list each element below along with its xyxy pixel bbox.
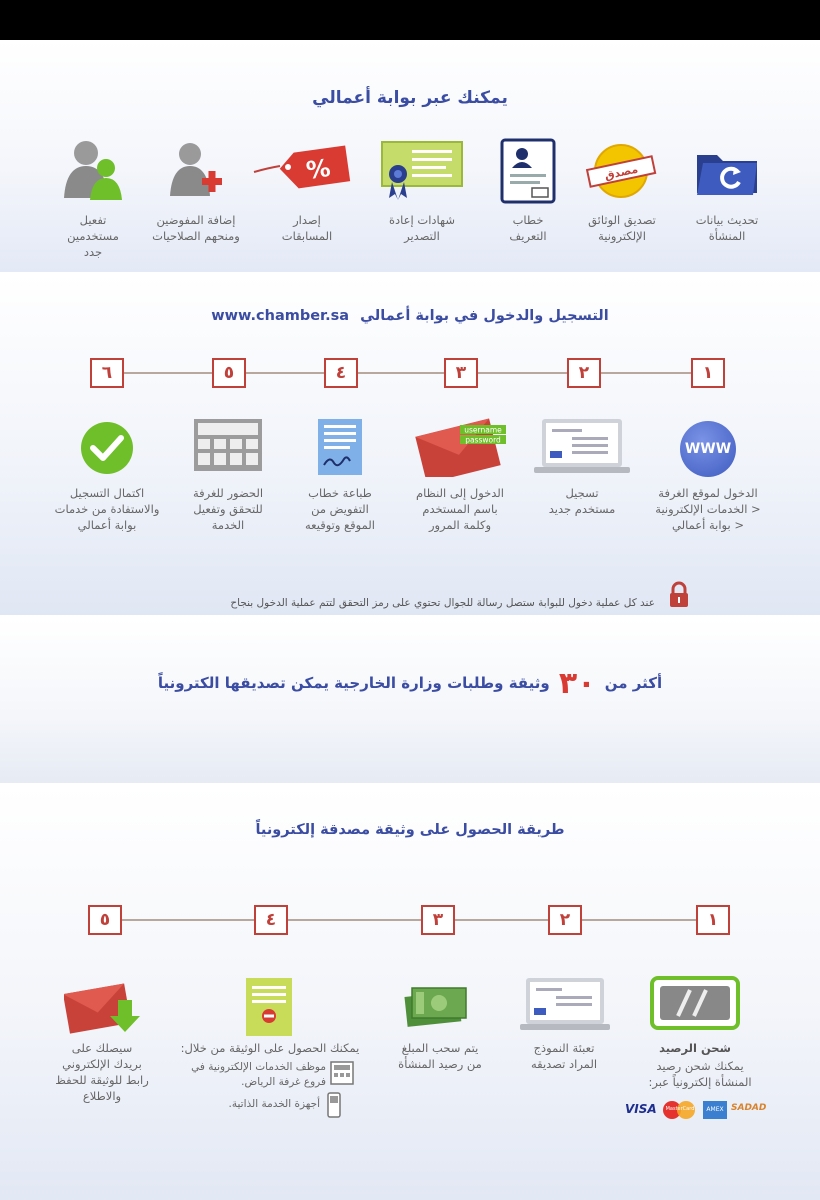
documents-count-section xyxy=(0,618,820,783)
tag-text: % xyxy=(304,153,333,185)
reg-label-login: الدخول إلى النظام باسم المستخدم وكلمة المرور xyxy=(416,486,504,532)
steps-line xyxy=(120,372,700,374)
step-1: ١ xyxy=(691,358,725,388)
check-circle-icon xyxy=(80,421,134,475)
services-title: يمكنك عبر بوابة أعمالي xyxy=(312,88,508,108)
sadad-logo: SADAD xyxy=(731,1103,767,1113)
attestation-steps-section xyxy=(0,786,820,1200)
signed-document-icon xyxy=(316,417,366,479)
building-icon xyxy=(192,417,264,473)
certificate-icon xyxy=(380,140,464,200)
registration-section xyxy=(0,275,820,615)
reg-label-complete: اكتمال التسجيل والاستفادة من خدمات بوابة أعمالي xyxy=(54,486,160,532)
count-prefix: أكثر من xyxy=(604,674,663,692)
service-label-update: تحديث بيانات المنشأة xyxy=(695,213,759,243)
reg-label-newuser: تسجيل مستخدم جديد xyxy=(548,486,616,516)
laptop-form-icon xyxy=(518,976,612,1032)
step-6: ٦ xyxy=(90,358,124,388)
step-4: ٤ xyxy=(324,358,358,388)
service-counter-icon xyxy=(330,1061,354,1085)
portal-services-section xyxy=(0,40,820,272)
service-label-letter: خطاب التعريف xyxy=(509,213,547,243)
portal-url[interactable]: www.chamber.sa xyxy=(211,308,350,324)
attestation-steps-line xyxy=(120,919,700,921)
attest-option-kiosk: أجهزة الخدمة الذاتية. xyxy=(228,1098,320,1110)
kiosk-icon xyxy=(326,1092,342,1118)
stamp-text: مصدق xyxy=(603,162,640,183)
attest-label-obtain: يمكنك الحصول على الوثيقة من خلال: xyxy=(180,1041,360,1055)
reg-label-print: طباعة خطاب التفويض من الموقع وتوقيعه xyxy=(305,486,375,532)
laptop-icon xyxy=(532,417,632,475)
service-label-contests: إصدار المسابقات xyxy=(281,213,333,243)
attest-step-4: ٤ xyxy=(254,905,288,935)
registration-heading: التسجيل والدخول في بوابة أعمالي xyxy=(360,308,609,324)
attest-step-5: ٥ xyxy=(88,905,122,935)
step-5: ٥ xyxy=(212,358,246,388)
envelope-credentials-icon xyxy=(414,415,510,477)
attest-label-charge: شحن الرصيد xyxy=(659,1041,731,1055)
attest-sub-charge: يمكنك شحن رصيد المنشأة إلكترونياً عبر: xyxy=(648,1059,752,1089)
attest-step-1: ١ xyxy=(696,905,730,935)
attest-option-employee: موظف الخدمات الإلكترونية في فروع غرفة الرياض. xyxy=(191,1061,326,1088)
step-2: ٢ xyxy=(567,358,601,388)
www-globe-icon: WWW xyxy=(680,421,736,477)
card-reader-icon xyxy=(650,976,740,1032)
brochure-page xyxy=(0,40,820,1200)
payment-methods xyxy=(625,1100,765,1122)
attest-label-email: سيصلك على بريدك الإلكتروني رابط للوثيقة للحفظ والاطلاع xyxy=(55,1041,149,1103)
registration-title xyxy=(0,308,820,324)
stamped-document-icon xyxy=(244,976,294,1038)
mastercard-logo: MasterCard xyxy=(663,1100,697,1120)
amex-logo: AMEX xyxy=(703,1101,727,1119)
service-label-reexport: شهادات إعادة التصدير xyxy=(389,213,455,243)
reg-label-site: الدخول لموقع الغرفة < الخدمات الإلكترونية < بوابة أعمالي xyxy=(655,486,761,532)
add-user-icon xyxy=(168,140,222,202)
attest-step-3: ٣ xyxy=(421,905,455,935)
attest-label-deduct: يتم سحب المبلغ من رصيد المنشأة xyxy=(398,1041,482,1071)
service-label-delegates: إضافة المفوضين ومنحهم الصلاحيات xyxy=(152,213,240,243)
service-label-activate: تفعيل مستخدمين جدد xyxy=(67,213,119,259)
lock-icon xyxy=(668,581,690,609)
documents-count-text xyxy=(0,666,820,701)
password-text: password xyxy=(465,435,501,445)
folder-refresh-icon xyxy=(693,145,761,197)
count-number: ٣٠ xyxy=(558,666,596,701)
step-3: ٣ xyxy=(444,358,478,388)
users-icon xyxy=(62,138,128,202)
count-suffix: وثيقة وطلبات وزارة الخارجية يمكن تصديقها الكترونياً xyxy=(157,674,550,692)
id-card-icon xyxy=(500,138,556,204)
money-icon xyxy=(404,980,470,1030)
visa-logo: VISA xyxy=(625,1102,657,1116)
reg-label-visit: الحضور للغرفة للتحقق وتفعيل الخدمة xyxy=(192,486,264,532)
sms-note: عند كل عملية دخول للبوابة ستصل رسالة للجوال تحتوي على رمز التحقق لتتم عملية الدخول بنجاح xyxy=(230,597,655,609)
attest-step-2: ٢ xyxy=(548,905,582,935)
username-text: username xyxy=(464,425,502,435)
stamp-icon xyxy=(585,143,657,199)
attestation-title: طريقة الحصول على وثيقة مصدقة إلكترونياً xyxy=(255,822,565,838)
email-download-icon xyxy=(64,980,144,1038)
attest-label-form: تعبئة النموذج المراد تصديقه xyxy=(530,1041,598,1071)
percent-tag-icon xyxy=(252,144,352,196)
service-label-attest: تصديق الوثائق الإلكترونية xyxy=(588,213,656,243)
